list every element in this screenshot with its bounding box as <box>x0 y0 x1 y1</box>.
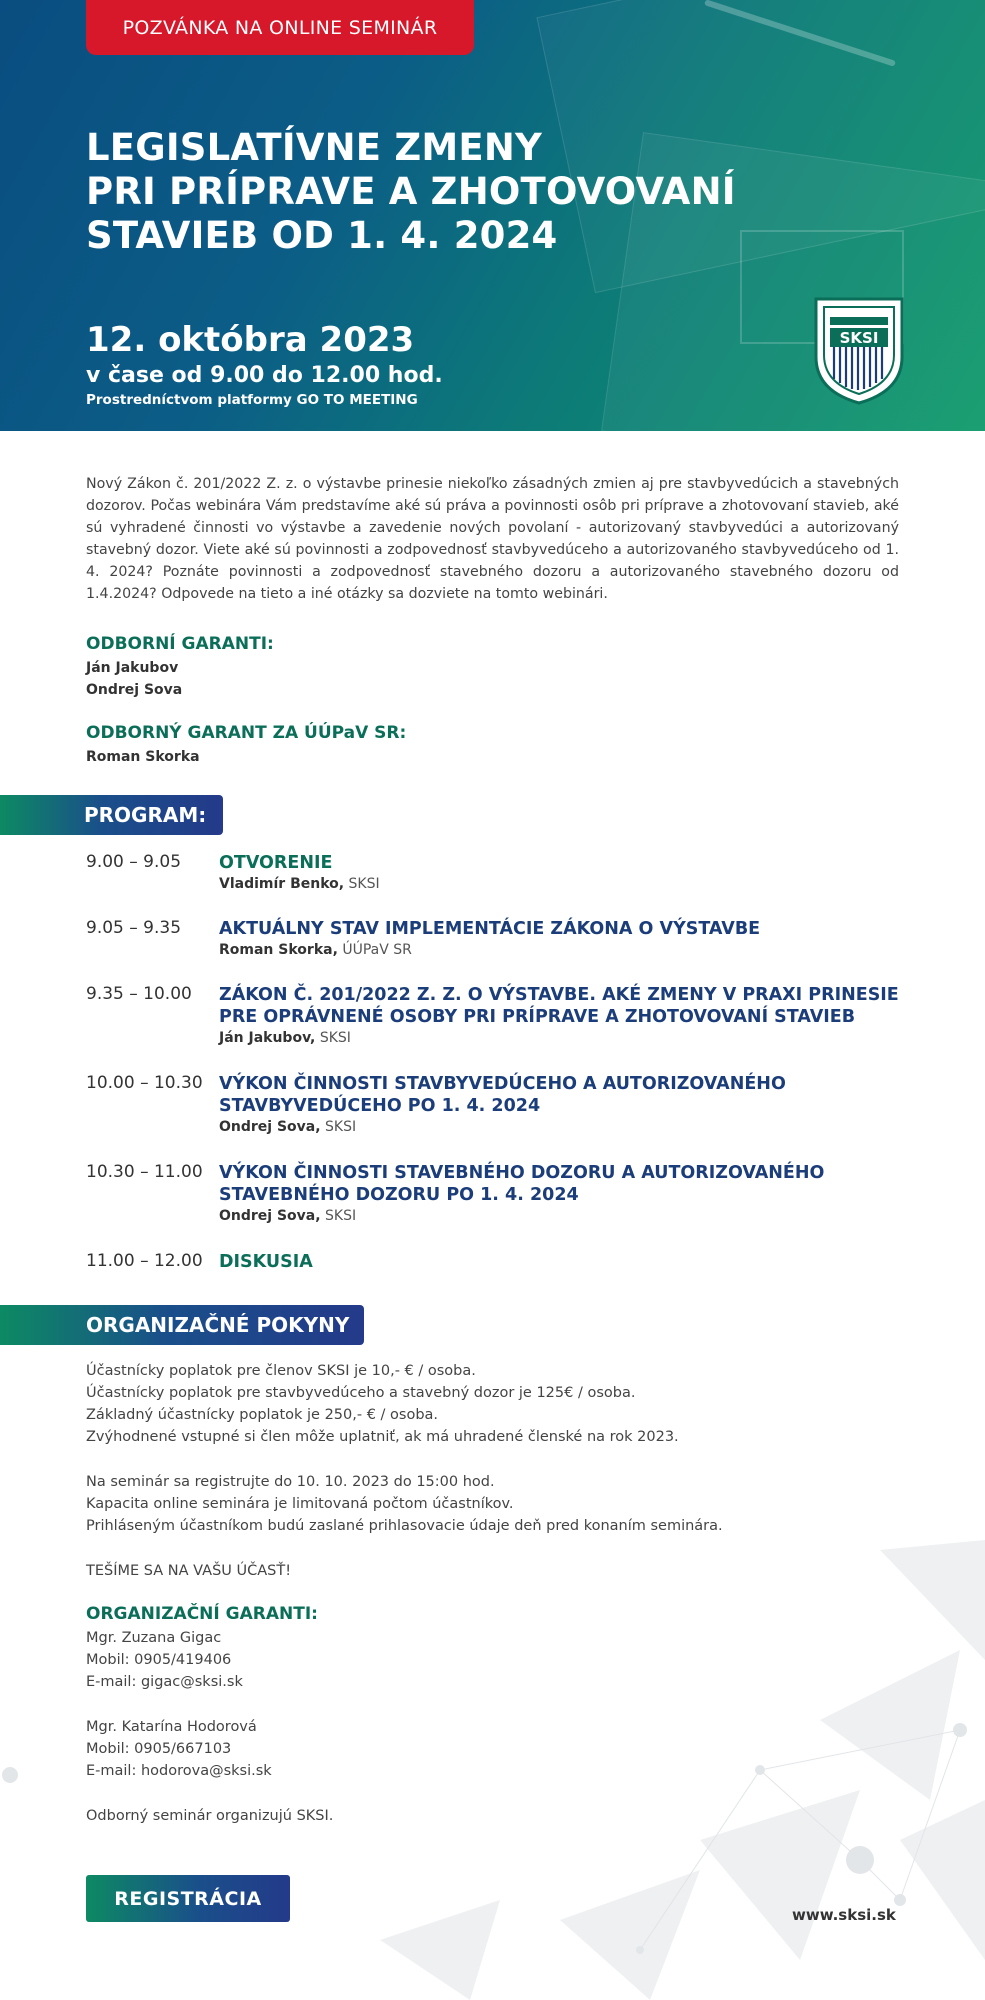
speaker-org: ÚÚPaV SR <box>337 942 412 958</box>
guarantor-name: Ján Jakubov <box>86 660 179 676</box>
uupav-guarantor-name: Roman Skorka <box>86 749 200 765</box>
contact-email: E-mail: hodorova@sksi.sk <box>86 1763 272 1779</box>
contact-name: Mgr. Katarína Hodorová <box>86 1719 257 1735</box>
program-speaker <box>219 876 380 892</box>
logo-text: SKSI <box>839 329 879 347</box>
program-heading: PROGRAM: <box>0 795 223 835</box>
program-speaker <box>219 942 412 958</box>
speaker-org: SKSI <box>315 1030 351 1046</box>
event-platform: Prostredníctvom platformy GO TO MEETING <box>86 392 418 408</box>
program-title: DISKUSIA <box>219 1252 313 1272</box>
speaker-name: Roman Skorka, <box>219 942 338 958</box>
speaker-name: Ján Jakubov, <box>219 1030 316 1046</box>
title-line: STAVIEB OD 1. 4. 2024 <box>86 214 558 257</box>
contact-email: E-mail: gigac@sksi.sk <box>86 1674 243 1690</box>
closing-text: TEŠÍME SA NA VAŠU ÚČASŤ! <box>86 1563 292 1579</box>
fee-line: Účastnícky poplatok pre stavbyvedúceho a stavebný dozor je 125€ / osoba. <box>86 1385 636 1401</box>
uupav-guarantor-heading: ODBORNÝ GARANT ZA ÚÚPaV SR: <box>86 723 407 743</box>
program-time: 10.30 – 11.00 <box>86 1162 203 1182</box>
program-speaker <box>219 1030 351 1046</box>
event-time: v čase od 9.00 do 12.00 hod. <box>86 363 443 388</box>
program-title: VÝKON ČINNOSTI STAVBYVEDÚCEHO A AUTORIZOVANÉHO STAVBYVEDÚCEHO PO 1. 4. 2024 <box>219 1074 786 1116</box>
event-date: 12. októbra 2023 <box>86 320 415 360</box>
registration-line: Na seminár sa registrujte do 10. 10. 2023 do 15:00 hod. <box>86 1474 495 1490</box>
registration-button[interactable]: REGISTRÁCIA <box>86 1875 290 1922</box>
organization-heading: ORGANIZAČNÉ POKYNY <box>0 1305 364 1345</box>
speaker-org: SKSI <box>320 1208 357 1224</box>
contact-phone: Mobil: 0905/667103 <box>86 1741 232 1757</box>
footer-note: Odborný seminár organizujú SKSI. <box>86 1808 334 1824</box>
program-time: 11.00 – 12.00 <box>86 1251 203 1271</box>
fee-line: Účastnícky poplatok pre členov SKSI je 10,- € / osoba. <box>86 1363 476 1379</box>
program-title: VÝKON ČINNOSTI STAVEBNÉHO DOZORU A AUTORIZOVANÉHO STAVEBNÉHO DOZORU PO 1. 4. 2024 <box>219 1163 825 1205</box>
hero-banner <box>0 0 985 431</box>
registration-line: Kapacita online seminára je limitovaná počtom účastníkov. <box>86 1496 514 1512</box>
program-speaker <box>219 1208 356 1224</box>
speaker-name: Vladimír Benko, <box>219 876 345 892</box>
program-speaker <box>219 1119 356 1135</box>
org-guarantors-heading: ORGANIZAČNÍ GARANTI: <box>86 1604 318 1624</box>
program-title: AKTUÁLNY STAV IMPLEMENTÁCIE ZÁKONA O VÝSTAVBE <box>219 919 761 939</box>
title-line: PRI PRÍPRAVE A ZHOTOVOVANÍ <box>86 170 736 213</box>
title-line: LEGISLATÍVNE ZMENY <box>86 126 543 169</box>
speaker-org: SKSI <box>320 1119 357 1135</box>
page-title <box>86 126 736 258</box>
fee-line: Základný účastnícky poplatok je 250,- € / osoba. <box>86 1407 439 1423</box>
contact-name: Mgr. Zuzana Gigac <box>86 1630 222 1646</box>
program-time: 9.00 – 9.05 <box>86 852 182 872</box>
guarantors-heading: ODBORNÍ GARANTI: <box>86 634 274 654</box>
contact-phone: Mobil: 0905/419406 <box>86 1652 232 1668</box>
fee-line: Zvýhodnené vstupné si člen môže uplatniť, ak má uhradené členské na rok 2023. <box>86 1429 679 1445</box>
program-title: OTVORENIE <box>219 853 333 873</box>
speaker-org: SKSI <box>344 876 380 892</box>
intro-paragraph: Nový Zákon č. 201/2022 Z. z. o výstavbe prinesie niekoľko zásadných zmien aj pre stavbyvedúcich a stavebných dozorov. Počas webinára Vám predstavíme aké sú práva a povinnosti osôb pri príprave a zhotovovaní stavieb, aké sú vyhradené činnosti vo výstavbe a zavedenie nových povolaní - autorizovaný stavbyvedúci a autorizovaný stavebný dozor. Viete aké sú povinnosti a zodpovednosť stavbyvedúceho a autorizovaného stavbyvedúceho od 1. 4. 2024? Poznáte povinnosti a zodpovednosť stavebného dozoru a autorizovaného stavebného dozoru od 1.4.2024? Odpovede na tieto a iné otázky sa dozviete na tomto webinári. <box>86 476 899 602</box>
program-time: 10.00 – 10.30 <box>86 1073 203 1093</box>
invitation-badge: POZVÁNKA NA ONLINE SEMINÁR <box>86 0 474 55</box>
program-title: ZÁKON Č. 201/2022 Z. Z. O VÝSTAVBE. AKÉ ZMENY V PRAXI PRINESIE PRE OPRÁVNENÉ OSOBY PRI PRÍPRAVE A ZHOTOVOVANÍ STAVIEB <box>219 985 899 1027</box>
registration-line: Prihláseným účastníkom budú zaslané prihlasovacie údaje deň pred konaním seminára. <box>86 1518 723 1534</box>
program-time: 9.35 – 10.00 <box>86 984 192 1004</box>
sksi-logo <box>812 295 906 407</box>
speaker-name: Ondrej Sova, <box>219 1208 321 1224</box>
speaker-name: Ondrej Sova, <box>219 1119 321 1135</box>
guarantor-name: Ondrej Sova <box>86 682 183 698</box>
program-time: 9.05 – 9.35 <box>86 918 182 938</box>
website-link[interactable]: www.sksi.sk <box>792 1906 896 1924</box>
